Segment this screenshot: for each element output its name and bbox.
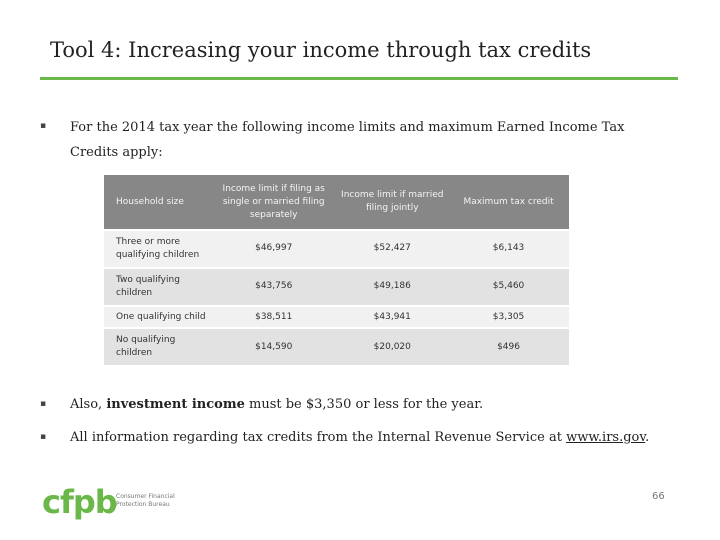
- investment-prefix: Also,: [70, 397, 107, 412]
- table-row: [104, 268, 569, 306]
- cfpb-logo-subtitle: [116, 493, 175, 509]
- bullet-marker: ▪: [40, 121, 47, 131]
- cell-income-single: $46,997: [211, 230, 337, 268]
- cfpb-logo-text: cfpb: [42, 483, 117, 521]
- cell-income-joint: $49,186: [336, 268, 448, 306]
- title-divider: [40, 77, 678, 80]
- cell-household-size: No qualifying children: [104, 328, 211, 365]
- page-number: 66: [652, 491, 665, 502]
- header-income-joint: Income limit if married filing jointly: [336, 175, 448, 230]
- logo-sub-line2: Protection Bureau: [116, 501, 170, 508]
- bullet-marker: ▪: [40, 432, 47, 442]
- investment-income-term: investment income: [106, 397, 245, 412]
- table-row: [104, 328, 569, 365]
- table-row: [104, 230, 569, 268]
- cell-household-size: Two qualifying children: [104, 268, 211, 306]
- header-max-credit: Maximum tax credit: [448, 175, 569, 230]
- logo-sub-line1: Consumer Financial: [116, 493, 175, 500]
- bullet-marker: ▪: [40, 399, 47, 409]
- cell-max-credit: $496: [448, 328, 569, 365]
- cell-max-credit: $6,143: [448, 230, 569, 268]
- bullet-income-limits: For the 2014 tax year the following income limits and maximum Earned Income Tax Credits apply:: [70, 120, 625, 160]
- cell-household-size: Three or more qualifying children: [104, 230, 211, 268]
- cell-max-credit: $3,305: [448, 306, 569, 329]
- table-row: [104, 306, 569, 329]
- bullet-irs-info: [70, 425, 690, 450]
- header-household-size: Household size: [104, 175, 211, 230]
- cell-income-joint: $43,941: [336, 306, 448, 329]
- cell-income-joint: $20,020: [336, 328, 448, 365]
- cell-household-size: One qualifying child: [104, 306, 211, 329]
- cell-income-joint: $52,427: [336, 230, 448, 268]
- table-header-row: [104, 175, 569, 230]
- slide-title: Tool 4: Increasing your income through tax credits: [50, 38, 592, 62]
- cell-max-credit: $5,460: [448, 268, 569, 306]
- investment-suffix: must be $3,350 or less for the year.: [244, 397, 484, 412]
- header-income-single: Income limit if filing as single or married filing separately: [211, 175, 337, 230]
- bullet-investment-income: [70, 392, 690, 417]
- eitc-table: [104, 175, 569, 365]
- irs-info-suffix: .: [645, 430, 650, 445]
- cell-income-single: $43,756: [211, 268, 337, 306]
- cell-income-single: $38,511: [211, 306, 337, 329]
- cell-income-single: $14,590: [211, 328, 337, 365]
- irs-link[interactable]: www.irs.gov: [566, 430, 646, 445]
- cfpb-logo: [42, 483, 117, 521]
- irs-info-prefix: All information regarding tax credits from the Internal Revenue Service at: [70, 430, 567, 445]
